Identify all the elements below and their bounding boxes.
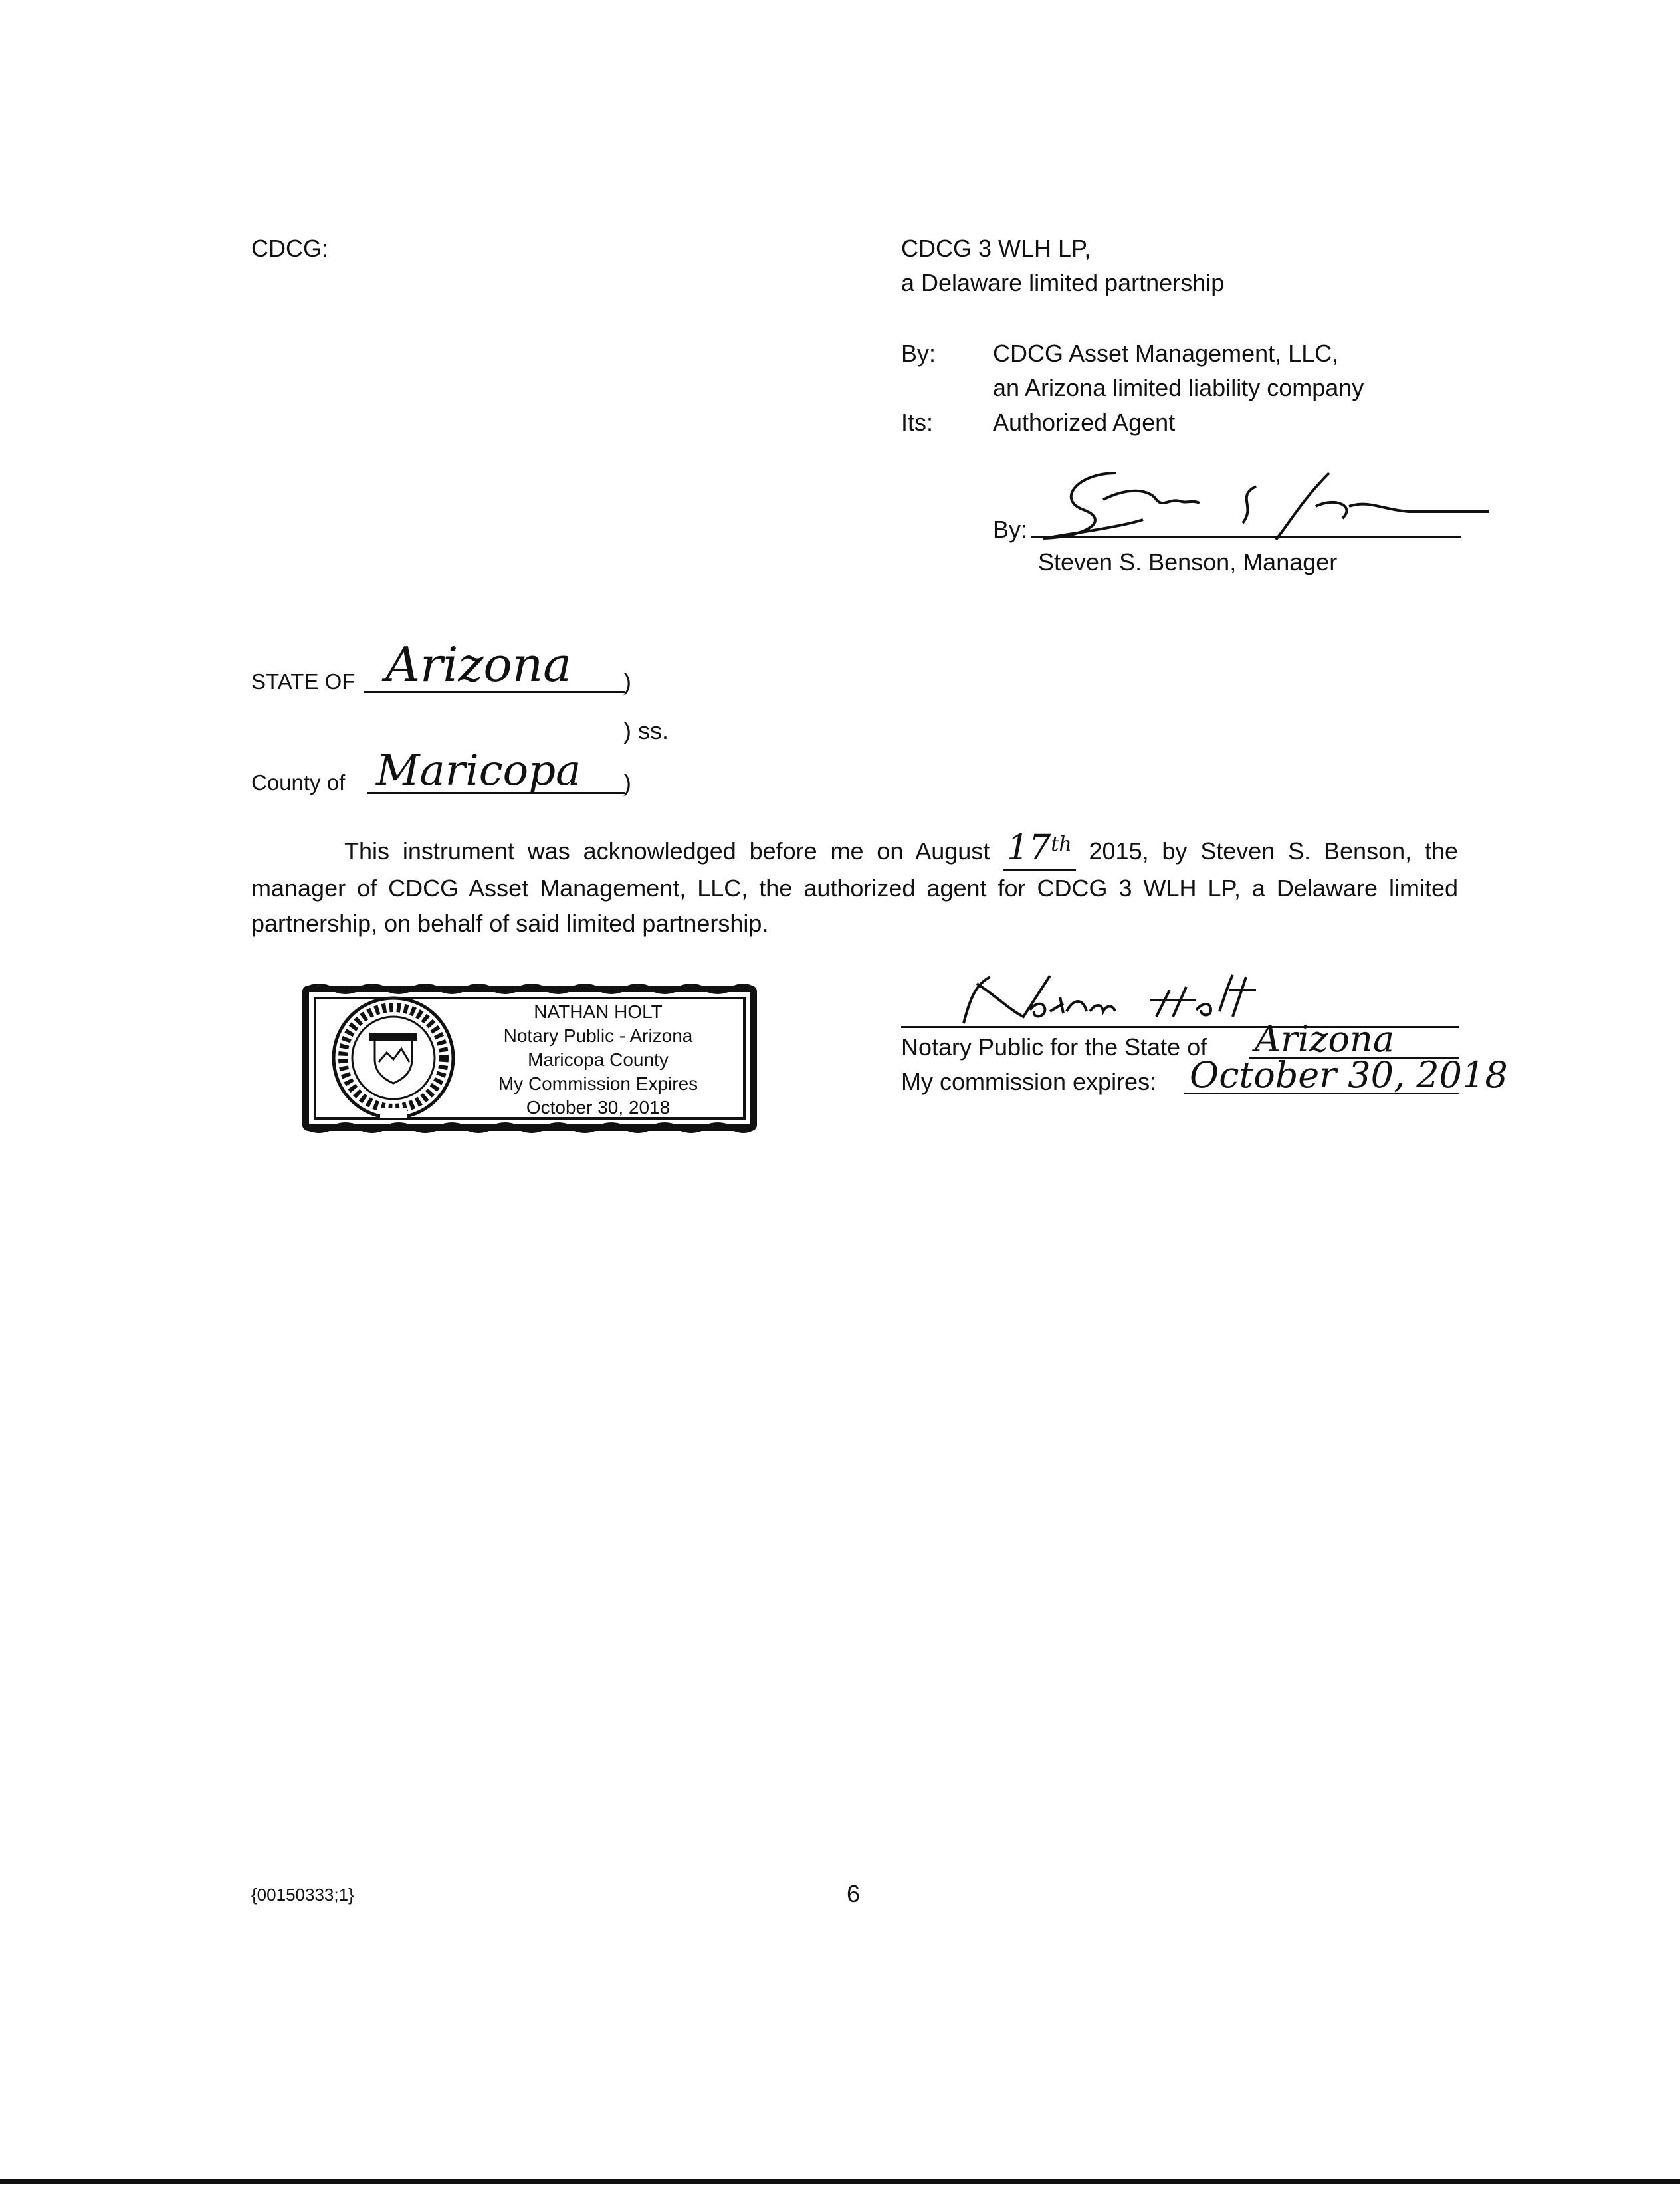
its-label: Its: xyxy=(901,409,934,436)
page-number: 6 xyxy=(847,1880,861,1907)
signer-name: Steven S. Benson, Manager xyxy=(1038,548,1338,575)
notary-state-value: Arizona xyxy=(1255,1018,1395,1060)
agent-name: CDCG Asset Management, LLC, xyxy=(993,340,1339,367)
ack-day-suffix: th xyxy=(1051,833,1072,856)
agent-description: an Arizona limited liability company xyxy=(993,374,1364,401)
stamp-line-name: NATHAN HOLT xyxy=(534,1001,663,1022)
state-paren: ) xyxy=(623,668,631,695)
ack-text-before: This instrument was acknowledged before me on August xyxy=(344,837,990,865)
stamp-line-expires-label: My Commission Expires xyxy=(498,1073,698,1094)
by-label: By: xyxy=(901,340,936,367)
county-value: Maricopa xyxy=(376,746,581,795)
stamp-line-county: Maricopa County xyxy=(528,1049,669,1070)
ack-day-field xyxy=(1003,827,1076,871)
notary-state-label: Notary Public for the State of xyxy=(901,1033,1208,1061)
acknowledgment-paragraph xyxy=(251,827,1458,941)
entity-description: a Delaware limited partnership xyxy=(901,269,1225,296)
its-value: Authorized Agent xyxy=(993,409,1176,436)
notary-signature xyxy=(950,970,1296,1030)
stamp-text xyxy=(459,1000,738,1120)
page-bottom-edge xyxy=(0,2179,1680,2184)
stamp-line-title: Notary Public - Arizona xyxy=(503,1025,693,1046)
cdcg-label: CDCG: xyxy=(251,235,328,262)
expires-value: October 30, 2018 xyxy=(1190,1054,1508,1096)
state-label: STATE OF xyxy=(251,669,356,694)
ack-day: 17 xyxy=(1007,828,1051,868)
ack-text-after: 2015, by Steven S. Benson, the manager of CDCG Asset Management, LLC, the authorized agent for CDCG 3 WLH LP, a Delaware limited partnership, on behalf of said limited partnership. xyxy=(251,837,1458,937)
stamp-line-expires-date: October 30, 2018 xyxy=(526,1097,671,1118)
ss-label: ) ss. xyxy=(623,717,669,744)
arizona-seal-icon xyxy=(334,998,453,1118)
expires-label: My commission expires: xyxy=(901,1068,1157,1095)
county-label: County of xyxy=(251,770,346,795)
county-paren: ) xyxy=(623,769,631,796)
benson-signature xyxy=(1037,460,1495,546)
state-value: Arizona xyxy=(385,637,572,692)
by2-label: By: xyxy=(993,516,1028,543)
entity-name: CDCG 3 WLH LP, xyxy=(901,235,1091,262)
document-id: {00150333;1} xyxy=(251,1885,354,1905)
